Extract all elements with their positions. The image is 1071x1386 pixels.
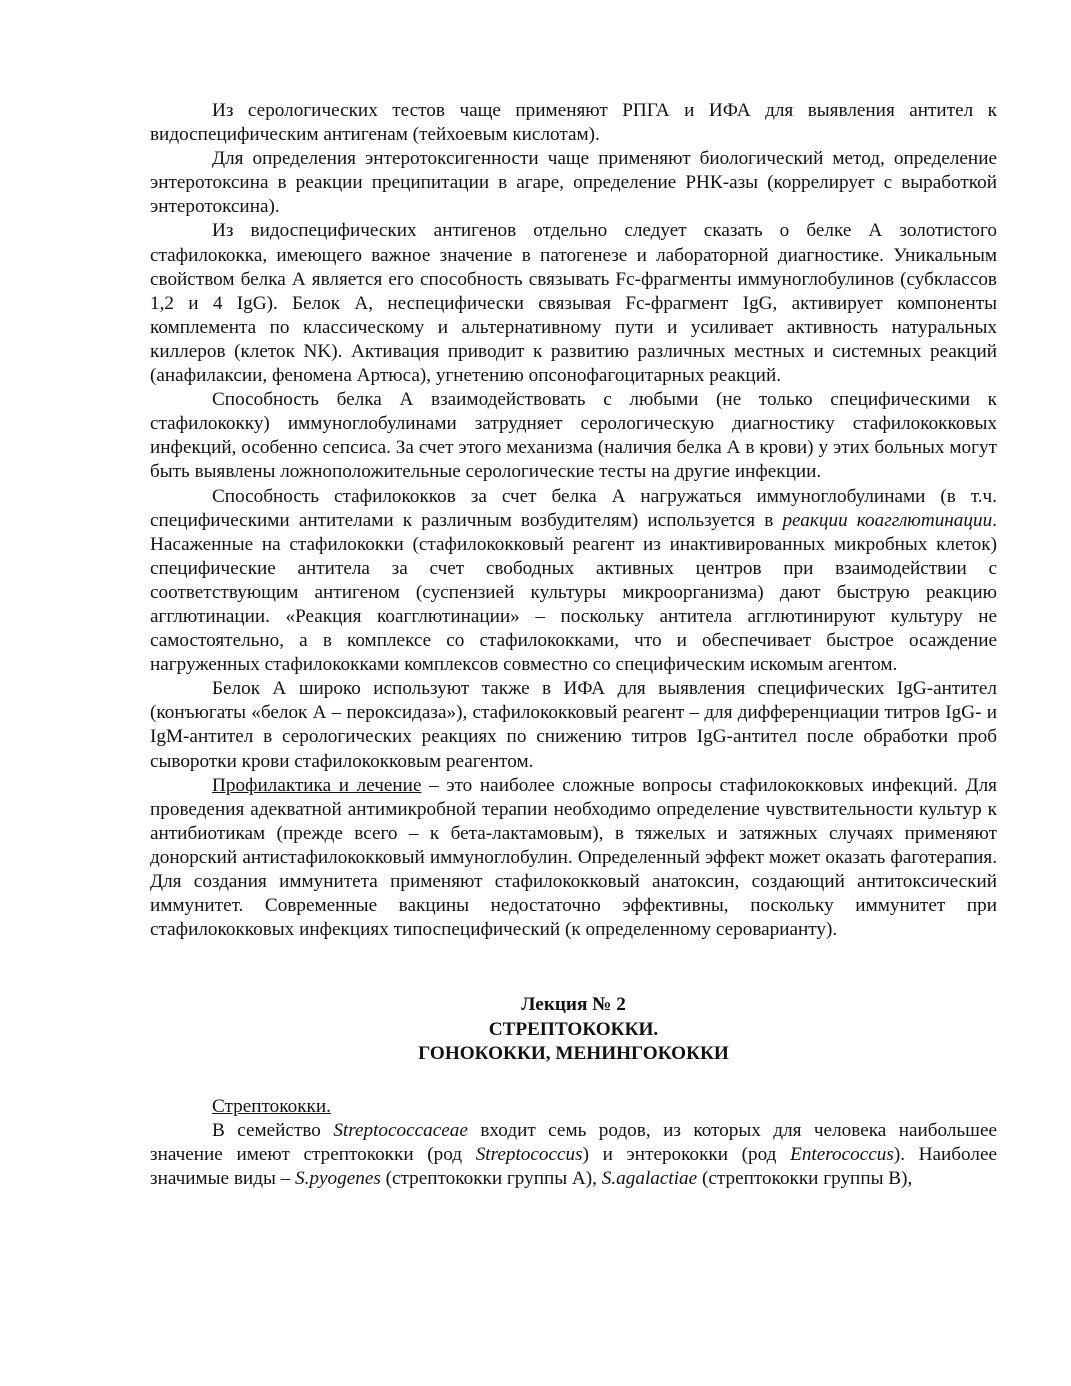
lecture-title-line-1: СТРЕПТОКОККИ.: [488, 1018, 659, 1040]
paragraph-ifa-use: Белок А широко используют также в ИФА для выявления специфических IgG-антител (конъюгаты «белок А – пероксидаза»), стафилококковый реагент – для дифференциации титров IgG- и IgM-антител в серологических реакциях по снижению титров IgG-антител после обработки проб сыворотки крови стафилококковым реагентом.: [150, 678, 997, 772]
paragraph-text-segment: ) и энтерококки (род: [582, 1143, 791, 1165]
paragraph-text-segment: В семейство: [212, 1119, 334, 1141]
paragraph-text-segment: ). Наиболее значимые виды –: [150, 1143, 997, 1190]
paragraph-prevention-treatment: [150, 774, 997, 943]
lecture-number: Лекция № 2: [521, 994, 626, 1016]
paragraph-text-segment: входит семь родов, из которых для человека наибольшее значение имеют стрептококки (род: [150, 1119, 997, 1165]
italic-taxon: Enterococcus: [790, 1143, 894, 1165]
paragraph-protein-a: Из видоспецифических антигенов отдельно следует сказать о белке А золотистого стафилококка, имеющего важное значение в патогенезе и лабораторной диагностике. Уникальным свойством белка А является его способность связывать Fc-фрагменты иммуноглобулинов (субклассов 1,2 и 4 IgG). Белок А, неспецифически связывая Fc-фрагмент IgG, активирует компоненты комплемента по классическому и альтернативному пути и усиливает активность натуральных киллеров (клеток NK). Активация приводит к развитию различных местных и системных реакций (анафилаксии, феномена Артюса), угнетению опсонофагоцитарных реакций.: [150, 220, 997, 387]
document-page: [150, 99, 997, 1191]
paragraph-protein-a-interaction: Способность белка А взаимодействовать с любыми (не только специфическими к стафилококку) иммуноглобулинами затрудняет серологическую диагностику стафилококковых инфекций, особенно сепсиса. За счет этого механизма (наличия белка А в крови) у этих больных могут быть выявлены ложноположительные серологические тесты на другие инфекции.: [150, 389, 997, 483]
paragraph-text-segment: – это наиболее сложные вопросы стафилококковых инфекций. Для проведения адекватной антимикробной терапии необходимо определение чувствительности культур к антибиотикам (прежде всего – к бета-лактамовым), в тяжелых и затяжных случаях применяют донорский антистафилококковый иммуноглобулин. Определенный эффект может оказать фаготерапия. Для создания иммунитета применяют стафилококковый анатоксин, создающий антитоксический иммунитет. Современные вакцины недостаточно эффективны, поскольку иммунитет при стафилококковых инфекциях типоспецифический (к определенному сероварианту).: [150, 774, 997, 941]
italic-taxon: Streptococcaceae: [333, 1119, 468, 1141]
italic-taxon: Streptococcus: [475, 1143, 583, 1165]
italic-taxon: S.pyogenes: [295, 1168, 381, 1190]
paragraph-text-segment: (стрептококки группы В),: [697, 1168, 913, 1190]
lecture-heading: [150, 993, 997, 1067]
paragraph-text-segment: Способность стафилококков за счет белка А нагружаться иммуноглобулинами (в т.ч. специфическими антителами к различным возбудителям) используется в: [150, 485, 997, 531]
paragraph-coagglutination: [150, 485, 997, 678]
italic-term: реакции коагглютинации: [782, 509, 993, 531]
paragraph-serological-tests: Из серологических тестов чаще применяют РПГА и ИФА для выявления антител к видоспецифическим антигенам (тейхоевым кислотам).: [150, 100, 997, 146]
paragraph-enterotoxigenicity: Для определения энтеротоксигенности чаще применяют биологический метод, определение энтеротоксина в реакции преципитации в агаре, определение РНК-азы (коррелирует с выработкой энтеротоксина).: [150, 148, 997, 218]
paragraph-text-segment: (стрептококки группы А),: [380, 1168, 602, 1190]
italic-taxon: S.agalactiae: [601, 1168, 698, 1190]
section-title: [150, 1095, 997, 1119]
underlined-term: Профилактика и лечение: [212, 774, 422, 796]
paragraph-streptococcaceae: [150, 1119, 997, 1191]
section-title-text: Стрептококки.: [212, 1095, 331, 1117]
paragraph-text-segment: . Насаженные на стафилококки (стафилококковый реагент из инактивированных микробных клеток) специфические антитела за счет свободных активных центров при взаимодействии с соответствующим антигеном (суспензией культуры микроорганизма) дают быструю реакцию агглютинации. «Реакция коагглютинации» – поскольку антитела агглютинируют культуру не самостоятельно, а в комплексе со стафилококками, что и обеспечивает быстрое осаждение нагруженных стафилококками комплексов совместно со специфическим искомым агентом.: [150, 509, 997, 676]
lecture-title-line-2: ГОНОКОККИ, МЕНИНГОКОККИ: [418, 1043, 729, 1065]
